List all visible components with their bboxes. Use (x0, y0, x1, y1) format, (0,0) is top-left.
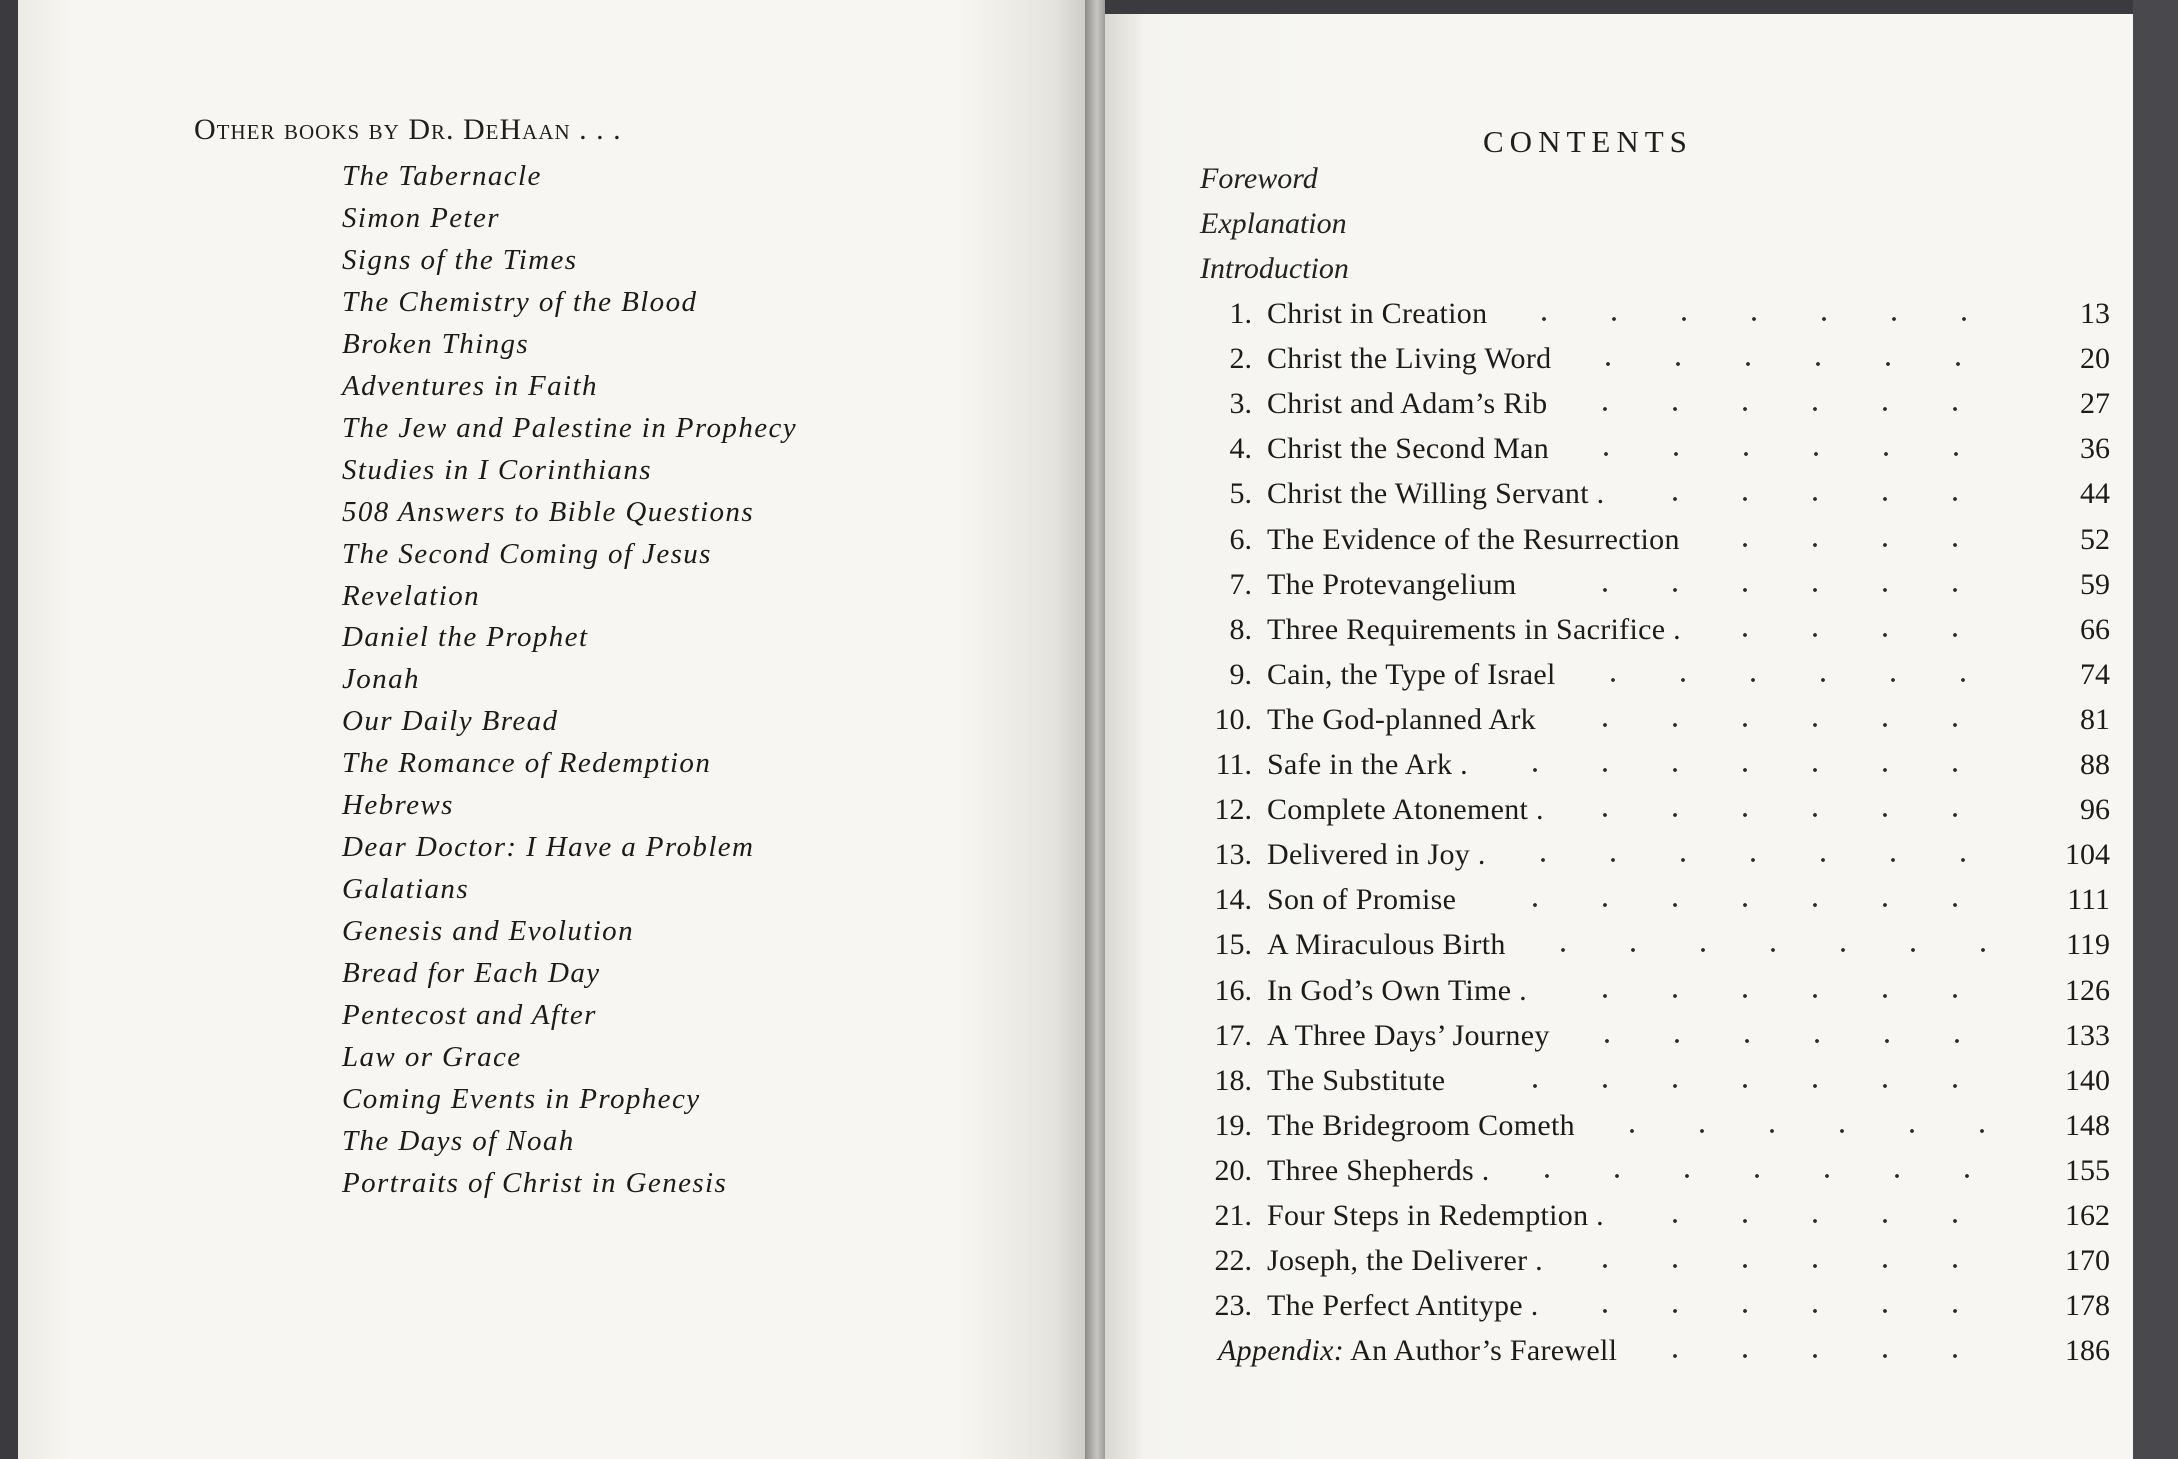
dot-leader (1570, 723, 2000, 727)
chapter-number: 17. (1214, 1018, 1252, 1052)
dot-leader (1597, 1129, 2000, 1133)
dot-leader (1570, 813, 2000, 817)
chapter-page-number: 133 (2065, 1018, 2110, 1052)
toc-entry (1200, 1064, 2110, 1102)
dot-leader (1570, 407, 2000, 411)
toc-entry (1200, 658, 2110, 696)
chapter-title: Complete Atonement . (1267, 793, 1544, 827)
dot-leader (1570, 588, 2000, 592)
appendix-entry (1200, 1334, 2110, 1372)
chapter-number: 14. (1214, 883, 1252, 917)
chapter-page-number: 170 (2065, 1244, 2110, 1278)
book-title: Revelation (342, 579, 481, 612)
dot-leader (1710, 633, 2000, 637)
chapter-page-number: 148 (2065, 1108, 2110, 1142)
dot-leader (1508, 858, 2000, 862)
chapter-title: A Three Days’ Journey (1267, 1018, 1550, 1052)
book-title: Jonah (342, 663, 420, 696)
chapter-number: 6. (1229, 522, 1252, 556)
chapter-page-number: 66 (2080, 612, 2110, 646)
contents-heading: CONTENTS (1483, 124, 1693, 159)
toc-entry (1200, 568, 2110, 606)
book-title: Galatians (342, 873, 469, 906)
chapter-title: Christ the Second Man (1267, 432, 1550, 466)
chapter-number: 20. (1214, 1153, 1252, 1187)
book-cover-edge (2133, 0, 2178, 1459)
chapter-title: Christ and Adam’s Rib (1267, 387, 1548, 421)
left-page (18, 0, 1085, 1459)
chapter-title: The Perfect Antitype . (1267, 1289, 1539, 1323)
dot-leader (1640, 1354, 2000, 1358)
toc-entry (1200, 342, 2110, 380)
book-gutter (1085, 0, 1105, 1459)
toc-entry (1200, 477, 2110, 515)
toc-entry (1200, 793, 2110, 831)
book-title: The Second Coming of Jesus (342, 537, 712, 570)
chapter-number: 18. (1214, 1063, 1252, 1097)
toc-entry (1200, 1154, 2110, 1192)
front-matter-item: Explanation (1200, 207, 1347, 240)
chapter-title: Delivered in Joy . (1267, 838, 1486, 872)
chapter-number: 16. (1214, 973, 1252, 1007)
chapter-page-number: 126 (2065, 973, 2110, 1007)
chapter-page-number: 27 (2080, 387, 2110, 421)
book-title: Broken Things (342, 327, 530, 360)
chapter-page-number: 13 (2080, 297, 2110, 330)
chapter-page-number: 111 (2067, 883, 2110, 917)
chapter-number: 7. (1229, 567, 1252, 601)
chapter-number: 13. (1214, 838, 1252, 872)
chapter-title: The Protevangelium (1267, 567, 1517, 601)
chapter-title: Joseph, the Deliverer . (1267, 1244, 1543, 1278)
front-matter-item: Introduction (1200, 252, 1349, 285)
toc-entry (1200, 1244, 2110, 1282)
chapter-number: 5. (1229, 477, 1252, 511)
chapter-title: Son of Promise (1267, 883, 1457, 917)
chapter-title: Christ the Living Word (1267, 342, 1552, 376)
chapter-page-number: 96 (2080, 793, 2110, 827)
dot-leader (1578, 678, 2000, 682)
chapter-number: 22. (1214, 1244, 1252, 1278)
book-title: Daniel the Prophet (342, 621, 589, 654)
appendix-name: An Author’s Farewell (1350, 1334, 1618, 1368)
toc-entry (1200, 297, 2110, 335)
other-books-heading: Other books by Dr. DeHaan . . . (194, 113, 622, 146)
toc-entry (1200, 1019, 2110, 1057)
chapter-page-number: 36 (2080, 432, 2110, 466)
toc-entry (1200, 974, 2110, 1012)
chapter-title: Christ the Willing Servant . (1267, 477, 1605, 511)
chapter-number: 9. (1229, 657, 1252, 691)
chapter-page-number: 52 (2080, 522, 2110, 556)
chapter-title: The Substitute (1267, 1063, 1446, 1097)
toc-entry (1200, 748, 2110, 786)
dot-leader (1572, 1039, 2000, 1043)
chapter-page-number: 178 (2065, 1289, 2110, 1323)
dot-leader (1500, 1084, 2000, 1088)
book-title: The Chemistry of the Blood (342, 285, 698, 318)
toc-entry (1200, 883, 2110, 921)
dot-leader (1500, 903, 2000, 907)
book-title: Bread for Each Day (342, 957, 601, 990)
chapter-title: Three Shepherds . (1267, 1153, 1490, 1187)
appendix-title (1218, 1334, 1617, 1368)
dot-leader (1571, 452, 2000, 456)
chapter-number: 19. (1214, 1108, 1252, 1142)
chapter-page-number: 59 (2080, 567, 2110, 601)
chapter-title: Safe in the Ark . (1267, 748, 1468, 781)
book-title: 508 Answers to Bible Questions (342, 495, 755, 528)
chapter-page-number: 162 (2065, 1199, 2110, 1232)
appendix-label: Appendix: (1218, 1334, 1344, 1368)
front-matter-item: Foreword (1200, 162, 1318, 195)
dot-leader (1528, 948, 2000, 952)
book-title: Studies in I Corinthians (342, 453, 652, 486)
chapter-title: Cain, the Type of Israel (1267, 657, 1556, 691)
chapter-number: 2. (1229, 342, 1252, 376)
book-title: The Romance of Redemption (342, 747, 712, 780)
chapter-title: Four Steps in Redemption . (1267, 1199, 1604, 1232)
chapter-title: Christ in Creation (1267, 297, 1488, 330)
toc-entry (1200, 838, 2110, 876)
book-title: Law or Grace (342, 1040, 522, 1073)
book-title: Our Daily Bread (342, 705, 559, 738)
book-title: The Tabernacle (342, 160, 542, 192)
chapter-page-number: 88 (2080, 748, 2110, 781)
chapter-number: 21. (1214, 1199, 1252, 1232)
toc-entry (1200, 432, 2110, 470)
chapter-number: 12. (1214, 793, 1252, 827)
toc-entry (1200, 523, 2110, 561)
book-title: Adventures in Faith (342, 369, 598, 402)
toc-entry (1200, 1199, 2110, 1237)
dot-leader (1509, 317, 2000, 321)
book-title: The Days of Noah (342, 1124, 575, 1157)
book-title: Signs of the Times (342, 243, 578, 276)
dot-leader (1640, 1219, 2000, 1223)
dot-leader (1640, 497, 2000, 501)
chapter-number: 23. (1214, 1289, 1252, 1323)
chapter-title: The God-planned Ark (1267, 702, 1536, 736)
chapter-number: 8. (1229, 612, 1252, 646)
chapter-page-number: 140 (2065, 1063, 2110, 1097)
dot-leader (1512, 1174, 2000, 1178)
dot-leader (1570, 994, 2000, 998)
toc-entry (1200, 703, 2110, 741)
chapter-page-number: 119 (2066, 928, 2110, 962)
book-title: Genesis and Evolution (342, 915, 634, 948)
chapter-page-number: 81 (2080, 702, 2110, 736)
toc-entry (1200, 928, 2110, 966)
chapter-number: 3. (1229, 387, 1252, 421)
book-title: Hebrews (342, 789, 454, 822)
dot-leader (1710, 543, 2000, 547)
chapter-number: 15. (1214, 928, 1252, 962)
right-page (1105, 14, 2133, 1459)
book-title: Dear Doctor: I Have a Problem (342, 831, 755, 864)
book-title: Pentecost and After (342, 999, 597, 1032)
chapter-number: 4. (1229, 432, 1252, 466)
chapter-number: 11. (1215, 748, 1252, 781)
toc-entry (1200, 387, 2110, 425)
chapter-title: In God’s Own Time . (1267, 973, 1527, 1007)
dot-leader (1500, 768, 2000, 772)
dot-leader (1570, 1309, 2000, 1313)
book-title: Coming Events in Prophecy (342, 1082, 701, 1115)
chapter-number: 1. (1229, 297, 1252, 330)
chapter-number: 10. (1214, 702, 1252, 736)
chapter-page-number: 44 (2080, 477, 2110, 511)
book-title: The Jew and Palestine in Prophecy (342, 411, 798, 444)
book-title: Portraits of Christ in Genesis (342, 1166, 728, 1199)
appendix-page-number: 186 (2065, 1334, 2110, 1368)
chapter-page-number: 155 (2065, 1153, 2110, 1187)
dot-leader (1570, 1264, 2000, 1268)
chapter-page-number: 104 (2065, 838, 2110, 872)
toc-entry (1200, 1289, 2110, 1327)
chapter-title: The Evidence of the Resurrection (1267, 522, 1680, 556)
toc-entry (1200, 1109, 2110, 1147)
chapter-title: The Bridegroom Cometh (1267, 1108, 1575, 1142)
toc-entry (1200, 613, 2110, 651)
dot-leader (1573, 362, 2000, 366)
chapter-page-number: 74 (2080, 657, 2110, 691)
chapter-title: Three Requirements in Sacrifice . (1267, 612, 1681, 646)
chapter-page-number: 20 (2080, 342, 2110, 376)
book-title: Simon Peter (342, 201, 500, 234)
chapter-title: A Miraculous Birth (1267, 928, 1506, 962)
